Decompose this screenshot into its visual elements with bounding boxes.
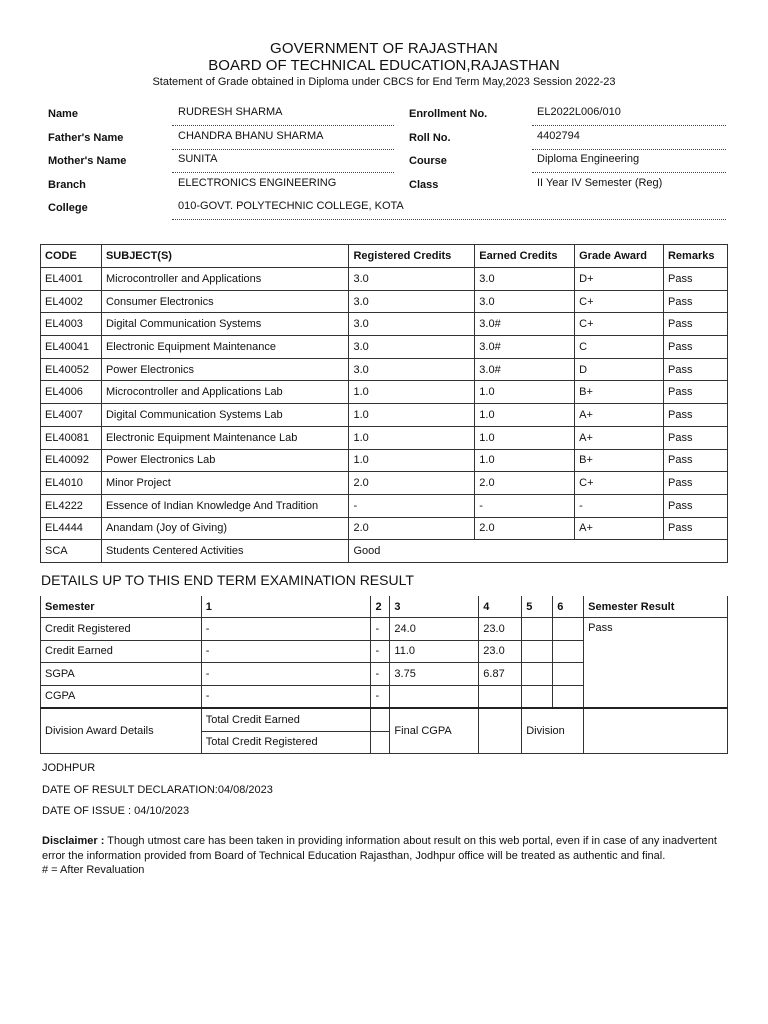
col-grade-award: Grade Award [575, 245, 664, 268]
col-subject: SUBJECT(S) [101, 245, 349, 268]
cell [522, 618, 553, 641]
statement-subtitle: Statement of Grade obtained in Diploma under CBCS for End Term May,2023 Session 2022-23 [152, 76, 616, 88]
cell: - [201, 618, 371, 641]
disclaimer-label: Disclaimer : [42, 835, 105, 847]
grade-cell: D+ [575, 268, 664, 291]
table-row [41, 268, 728, 291]
registered-credits-cell: 2.0 [349, 472, 475, 495]
roll-label: Roll No. [409, 131, 451, 144]
remarks-cell: Pass [663, 336, 727, 359]
subject-cell: Microcontroller and Applications [101, 268, 349, 291]
class-label: Class [409, 178, 439, 191]
sca-value: Good [349, 540, 728, 563]
cell: - [371, 640, 390, 663]
remarks-cell: Pass [663, 472, 727, 495]
course-value: Diploma Engineering [537, 153, 640, 165]
board-title: BOARD OF TECHNICAL EDUCATION,RAJASTHAN [208, 57, 560, 74]
cell [553, 618, 584, 641]
cell [522, 640, 553, 663]
sca-code: SCA [41, 540, 102, 563]
cell: - [201, 685, 371, 708]
grade-cell: A+ [575, 517, 664, 540]
code-cell: EL40041 [41, 336, 102, 359]
earned-credits-cell: 1.0 [475, 381, 575, 404]
cell [553, 640, 584, 663]
table-row [41, 494, 728, 517]
code-cell: EL40052 [41, 358, 102, 381]
grade-cell: D [575, 358, 664, 381]
govt-title: GOVERNMENT OF RAJASTHAN [270, 40, 498, 57]
cell [553, 663, 584, 686]
place: JODHPUR [42, 762, 96, 774]
remarks-cell: Pass [663, 313, 727, 336]
col-semester: Semester [41, 596, 202, 618]
grade-cell: A+ [575, 426, 664, 449]
sca-subject: Students Centered Activities [101, 540, 349, 563]
earned-credits-cell: 3.0# [475, 336, 575, 359]
subject-cell: Minor Project [101, 472, 349, 495]
earned-credits-cell: 3.0 [475, 268, 575, 291]
subject-cell: Electronic Equipment Maintenance Lab [101, 426, 349, 449]
remarks-cell: Pass [663, 290, 727, 313]
cell: - [371, 685, 390, 708]
col-code: CODE [41, 245, 102, 268]
division-value [584, 708, 728, 754]
earned-credits-cell: 1.0 [475, 449, 575, 472]
subject-cell: Consumer Electronics [101, 290, 349, 313]
earned-credits-cell: - [475, 494, 575, 517]
branch-value: ELECTRONICS ENGINEERING [178, 176, 337, 189]
total-credit-earned-value [371, 708, 390, 731]
final-cgpa-value [479, 708, 522, 754]
remarks-cell: Pass [663, 404, 727, 427]
cell: - [371, 663, 390, 686]
row-label: Credit Registered [41, 618, 202, 641]
table-row [41, 290, 728, 313]
disclaimer [42, 834, 732, 878]
branch-label: Branch [48, 178, 86, 191]
registered-credits-cell: 3.0 [349, 358, 475, 381]
row-label: CGPA [41, 685, 202, 708]
total-credit-registered-label: Total Credit Registered [201, 731, 371, 754]
info-row-name [42, 103, 726, 127]
subjects-body [41, 268, 728, 563]
earned-credits-cell: 2.0 [475, 517, 575, 540]
col-sem-5: 5 [522, 596, 553, 618]
enrollment-label: Enrollment No. [409, 108, 488, 120]
code-cell: EL4010 [41, 472, 102, 495]
cell [479, 685, 522, 708]
grade-cell: A+ [575, 404, 664, 427]
table-row [41, 336, 728, 359]
cell: - [201, 640, 371, 663]
course-label: Course [409, 155, 447, 167]
code-cell: EL4002 [41, 290, 102, 313]
remarks-cell: Pass [663, 381, 727, 404]
table-row [41, 404, 728, 427]
info-row-college [42, 197, 726, 221]
earned-credits-cell: 3.0 [475, 290, 575, 313]
grade-cell: - [575, 494, 664, 517]
cell [553, 685, 584, 708]
info-row-father [42, 127, 726, 151]
col-sem-2: 2 [371, 596, 390, 618]
registered-credits-cell: 1.0 [349, 404, 475, 427]
cell: 6.87 [479, 663, 522, 686]
earned-credits-cell: 3.0# [475, 313, 575, 336]
registered-credits-cell: 1.0 [349, 426, 475, 449]
earned-credits-cell: 2.0 [475, 472, 575, 495]
total-credit-registered-value [371, 731, 390, 754]
code-cell: EL4006 [41, 381, 102, 404]
registered-credits-cell: 1.0 [349, 449, 475, 472]
father-label: Father's Name [48, 131, 124, 144]
college-label: College [48, 202, 88, 214]
dotted-divider [172, 219, 726, 220]
division-label: Division [522, 708, 584, 754]
cell: 3.75 [390, 663, 479, 686]
col-registered-credits: Registered Credits [349, 245, 475, 268]
registered-credits-cell: 2.0 [349, 517, 475, 540]
row-label: Credit Earned [41, 640, 202, 663]
subject-cell: Anandam (Joy of Giving) [101, 517, 349, 540]
issue-date: DATE OF ISSUE : 04/10/2023 [42, 805, 190, 817]
cell: - [371, 618, 390, 641]
remarks-cell: Pass [663, 268, 727, 291]
subject-cell: Digital Communication Systems Lab [101, 404, 349, 427]
disclaimer-text: Though utmost care has been taken in providing information about result on this web portal, even if in case of any inadvertent error the information provided from Board of Technical Education Rajasthan, Jodhpur office will be treated as authentic and final. [42, 835, 717, 862]
name-label: Name [48, 108, 78, 120]
earned-credits-cell: 1.0 [475, 426, 575, 449]
registered-credits-cell: 1.0 [349, 381, 475, 404]
subjects-table [40, 244, 728, 563]
cell: 11.0 [390, 640, 479, 663]
document-header [0, 40, 768, 90]
cell: - [201, 663, 371, 686]
code-cell: EL4444 [41, 517, 102, 540]
remarks-cell: Pass [663, 494, 727, 517]
cell: 23.0 [479, 618, 522, 641]
grade-cell: C+ [575, 313, 664, 336]
registered-credits-cell: - [349, 494, 475, 517]
grade-cell: C+ [575, 472, 664, 495]
registered-credits-cell: 3.0 [349, 336, 475, 359]
registered-credits-cell: 3.0 [349, 268, 475, 291]
registered-credits-cell: 3.0 [349, 290, 475, 313]
col-sem-1: 1 [201, 596, 371, 618]
cell [522, 663, 553, 686]
info-row-branch [42, 174, 726, 198]
earned-credits-cell: 3.0# [475, 358, 575, 381]
grade-cell: B+ [575, 381, 664, 404]
col-sem-6: 6 [553, 596, 584, 618]
cell [522, 685, 553, 708]
code-cell: EL4003 [41, 313, 102, 336]
col-remarks: Remarks [663, 245, 727, 268]
student-info [42, 103, 726, 221]
remarks-cell: Pass [663, 449, 727, 472]
code-cell: EL4007 [41, 404, 102, 427]
cell [390, 685, 479, 708]
cell: 23.0 [479, 640, 522, 663]
table-header-row [41, 245, 728, 268]
col-earned-credits: Earned Credits [475, 245, 575, 268]
college-value: 010-GOVT. POLYTECHNIC COLLEGE, KOTA [178, 200, 404, 212]
semester-table [40, 596, 728, 754]
grade-cell: B+ [575, 449, 664, 472]
subject-cell: Power Electronics [101, 358, 349, 381]
name-value: RUDRESH SHARMA [178, 106, 283, 118]
table-row [41, 472, 728, 495]
code-cell: EL40092 [41, 449, 102, 472]
earned-credits-cell: 1.0 [475, 404, 575, 427]
enrollment-value: EL2022L006/010 [537, 106, 621, 118]
grade-cell: C [575, 336, 664, 359]
code-cell: EL4001 [41, 268, 102, 291]
table-row [41, 313, 728, 336]
semester-header-row [41, 596, 728, 618]
row-label: SGPA [41, 663, 202, 686]
details-title: DETAILS UP TO THIS END TERM EXAMINATION RESULT [41, 572, 414, 588]
remarks-cell: Pass [663, 358, 727, 381]
code-cell: EL40081 [41, 426, 102, 449]
revaluation-note: # = After Revaluation [42, 864, 145, 876]
registered-credits-cell: 3.0 [349, 313, 475, 336]
subject-cell: Microcontroller and Applications Lab [101, 381, 349, 404]
table-row [41, 381, 728, 404]
total-credit-earned-label: Total Credit Earned [201, 708, 371, 731]
semester-result-value: Pass [584, 618, 728, 709]
table-row [41, 618, 728, 641]
remarks-cell: Pass [663, 517, 727, 540]
subject-cell: Electronic Equipment Maintenance [101, 336, 349, 359]
info-row-mother [42, 150, 726, 174]
father-value: CHANDRA BHANU SHARMA [178, 129, 324, 142]
remarks-cell: Pass [663, 426, 727, 449]
subject-cell: Digital Communication Systems [101, 313, 349, 336]
col-semester-result: Semester Result [584, 596, 728, 618]
grade-cell: C+ [575, 290, 664, 313]
roll-value: 4402794 [537, 129, 580, 142]
mother-value: SUNITA [178, 153, 218, 165]
sca-row [41, 540, 728, 563]
subject-cell: Essence of Indian Knowledge And Tradition [101, 494, 349, 517]
cell: 24.0 [390, 618, 479, 641]
table-row [41, 358, 728, 381]
final-cgpa-label: Final CGPA [390, 708, 479, 754]
table-row [41, 426, 728, 449]
table-row [41, 517, 728, 540]
subject-cell: Power Electronics Lab [101, 449, 349, 472]
result-declaration-date: DATE OF RESULT DECLARATION:04/08/2023 [42, 784, 273, 796]
code-cell: EL4222 [41, 494, 102, 517]
division-row [41, 708, 728, 731]
mother-label: Mother's Name [48, 155, 127, 167]
col-sem-3: 3 [390, 596, 479, 618]
class-value: II Year IV Semester (Reg) [537, 176, 663, 189]
table-row [41, 449, 728, 472]
division-award-label: Division Award Details [41, 708, 202, 754]
col-sem-4: 4 [479, 596, 522, 618]
